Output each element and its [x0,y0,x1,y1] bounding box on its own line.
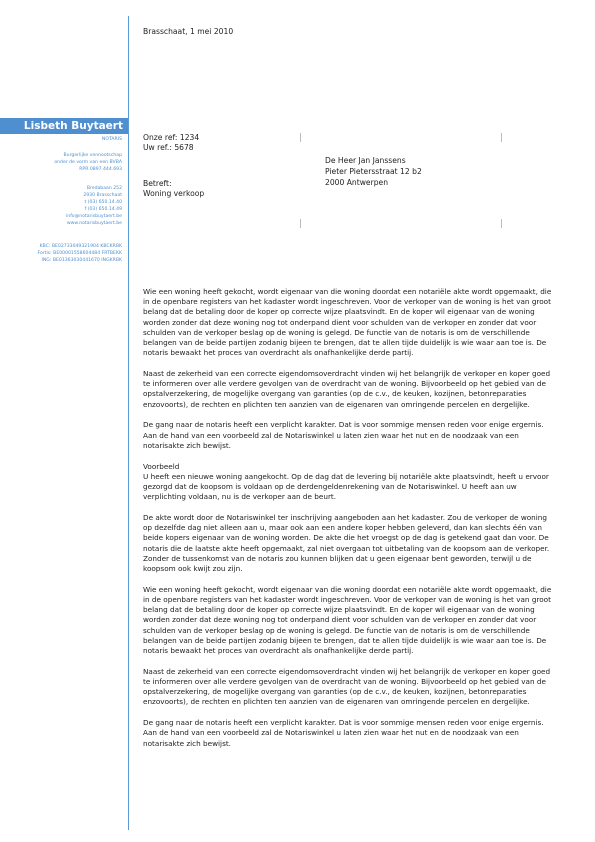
fax-line: f (03) 650.14.49 [84,207,122,212]
sender-title-block [0,136,122,143]
company-line: onder de vorm van een BVBA [54,160,122,165]
body-paragraph: U heeft een nieuwe woning aangekocht. Op de dag dat de levering bij notariële akte plaatsvindt, heeft u ervoor gezorgd dat de koopsom is voldaan op de derdengeldenrekening van de Notariswinkel. U heeft aan uw verplichting voldaan, nu is de verkoper aan de beurt. [143,471,549,502]
your-reference: Uw ref.: 5678 [143,143,194,152]
sender-name: Lisbeth Buytaert [0,118,128,134]
body-paragraph: De gang naar de notaris heeft een verplicht karakter. Dat is voor sommige mensen reden voor enige ergernis. Aan de hand van een voorbeeld zal de Notariswinkel u laten zien waar het nut en de noodzaak van een notarisakte zich bewijst. [143,718,544,748]
body-paragraph: Wie een woning heeft gekocht, wordt eigenaar van die woning doordat een notariële akte wordt opgemaakt, die in de openbare registers van het kadaster wordt ingeschreven. Voor de verkoper van de woning is het van groot belang dat de betaling door de koper op correcte wijze plaatsvindt. En de koper wil eigenaar van de woning worden zonder dat deze woning nog tot onderpand dient voor schulden van de verkoper en zonder dat voor schulden van de verkoper beslag op de woning is gelegd. De functie van de notaris is om de verschillende belangen van de beide partijen zodanig bijeen te brengen, dat te allen tijde duidelijk is wie waar aan toe is. De notaris bewaakt het proces van overdracht als onafhankelijke derde partij. [143,287,552,358]
body-paragraph: Naast de zekerheid van een correcte eigendomsoverdracht vinden wij het belangrijk de verkoper en koper goed te informeren over alle verdere gevolgen van de overdracht van de woning. Bijvoorbeeld op het gebied van de opstalverzekering, de mogelijke overgang van garanties (op de c.v., de keuken, kozijnen, betonreparaties enzovoorts), de rechten en plichten ten aanzien van de eigenaren van omringende percelen en dergelijke. [143,369,551,409]
margin-rule [128,16,129,830]
sender-title: NOTARIS [101,137,122,142]
website-link[interactable]: www.notarisbuytaert.be [66,221,122,226]
company-line: RPR 0897.444.693 [79,167,122,172]
our-reference: Onze ref: 1234 [143,133,200,142]
window-corner-mark [300,219,301,228]
bank-info [0,243,122,264]
company-line: Burgerlijke vennootschap [63,153,122,158]
email-link[interactable]: info@notarisbuytaert.be [66,214,122,219]
body-paragraph: Wie een woning heeft gekocht, wordt eigenaar van die woning doordat een notariële akte wordt opgemaakt, die in de openbare registers van het kadaster wordt ingeschreven. Voor de verkoper van de woning is het van groot belang dat de betaling door de koper op correcte wijze plaatsvindt. En de koper wil eigenaar van de woning worden zonder dat deze woning nog tot onderpand dient voor schulden van de verkoper en zonder dat voor schulden van de verkoper beslag op de woning is gelegd. De functie van de notaris is om de verschillende belangen van de beide partijen zodanig bijeen te brengen, dat te allen tijde duidelijk is wie waar aan toe is. De notaris bewaakt het proces van overdracht als onafhankelijke derde partij. [143,584,552,656]
bank-line: ING: BE01363030441670 INGKRBK [41,258,122,263]
reference-block [143,133,199,153]
letter-date: Brasschaat, 1 mei 2010 [143,27,234,36]
recipient-address [325,155,422,188]
window-corner-mark [300,133,301,142]
phone-line: t (03) 650.14.40 [84,200,122,205]
sender-address [0,185,122,227]
bank-line: KBC: BE02733049321904 KBCKRBK [39,244,122,249]
address-line: 2930 Brasschaat [83,193,122,198]
recipient-city: 2000 Antwerpen [325,178,389,187]
window-corner-mark [501,133,502,142]
example-heading: Voorbeeld [143,461,180,471]
body-paragraph: Naast de zekerheid van een correcte eigendomsoverdracht vinden wij het belangrijk de verkoper en koper goed te informeren over alle verdere gevolgen van de overdracht van de woning. Bijvoorbeeld op het gebied van de opstalverzekering, de mogelijke overgang van garanties (op de c.v., de keuken, kozijnen, betonreparaties enzovoorts), de rechten en plichten ten aanzien van de eigenaren van omringende percelen en dergelijke. [143,666,551,707]
bank-line: Fortis: BE00001558604484 FRTBEKK [37,251,122,256]
subject-label: Betreft: [143,179,172,188]
subject-value: Woning verkoop [143,189,205,198]
subject-block [143,179,204,199]
window-corner-mark [501,219,502,228]
company-info [0,152,122,173]
recipient-name: De Heer Jan Janssens [325,156,406,165]
recipient-street: Pieter Pietersstraat 12 b2 [325,167,422,176]
address-line: Bredabaan 252 [86,186,122,191]
letter-body [143,287,553,759]
body-paragraph: De akte wordt door de Notariswinkel ter inschrijving aangeboden aan het kadaster. Zou de verkoper de woning op dezelfde dag niet alleen aan u, maar ook aan een andere koper hebben geleverd, dan kan slechts één van beide kopers eigenaar van de woning worden. De akte die het vroegst op de dag is getekend gaat dan voor. De notaris die de laatste akte heeft opgemaakt, zal niet overgaan tot uitbetaling van de koopsom aan de verkoper. Zonder de tussenkomst van de notaris zou kunnen blijken dat u geen eigenaar bent geworden, terwijl u de koopsom ook kwijt zou zijn. [143,513,550,574]
body-paragraph: De gang naar de notaris heeft een verplicht karakter. Dat is voor sommige mensen reden voor enige ergernis. Aan de hand van een voorbeeld zal de Notariswinkel u laten zien waar het nut en de noodzaak van een notarisakte zich bewijst. [143,420,544,450]
